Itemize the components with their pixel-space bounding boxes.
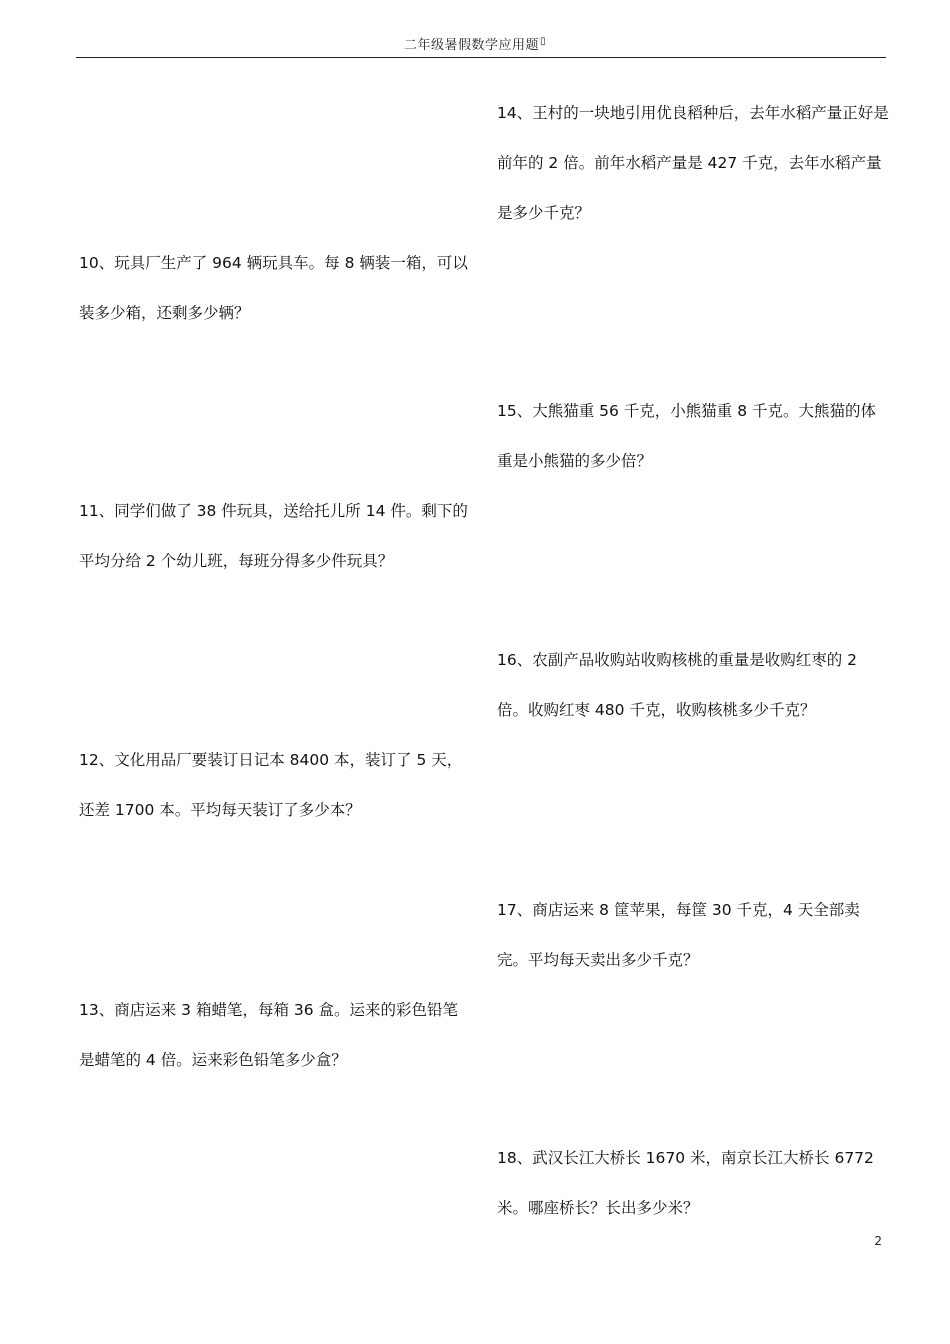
problem-12: 12、文化用品厂要装订日记本 8400 本，装订了 5 天，还差 1700 本。平均每天装订了多少本？ (79, 751, 463, 819)
problem-14: 14、王村的一块地引用优良稻种后，去年水稻产量正好是前年的 2 倍。前年水稻产量是 427 千克，去年水稻产量是多少千克？ (497, 104, 889, 222)
header-title: 二年级暑假数学应用题 (403, 38, 539, 53)
problem-17: 17、商店运来 8 筐苹果，每筐 30 千克，4 天全部卖完。平均每天卖出多少千克？ (497, 901, 860, 969)
problem-11: 11、同学们做了 38 件玩具，送给托儿所 14 件。剩下的平均分给 2 个幼儿班，每班分得多少件玩具？ (79, 502, 468, 570)
page-number: 2 (874, 1234, 882, 1248)
header-rule (76, 57, 886, 58)
problem-13: 13、商店运来 3 箱蜡笔，每箱 36 盒。运来的彩色铅笔是蜡笔的 4 倍。运来彩色铅笔多少盒？ (79, 1001, 459, 1069)
header-mark: ▯ (540, 35, 547, 47)
problem-18: 18、武汉长江大桥长 1670 米，南京长江大桥长 6772 米。哪座桥长？长出多少米？ (497, 1149, 874, 1217)
problem-16: 16、农副产品收购站收购核桃的重量是收购红枣的 2 倍。收购红枣 480 千克，收购核桃多少千克？ (497, 651, 858, 719)
problem-10: 10、玩具厂生产了 964 辆玩具车。每 8 辆装一箱，可以装多少箱，还剩多少辆？ (79, 254, 468, 322)
problem-15: 15、大熊猫重 56 千克，小熊猫重 8 千克。大熊猫的体重是小熊猫的多少倍？ (497, 402, 877, 470)
page-header (0, 34, 950, 53)
